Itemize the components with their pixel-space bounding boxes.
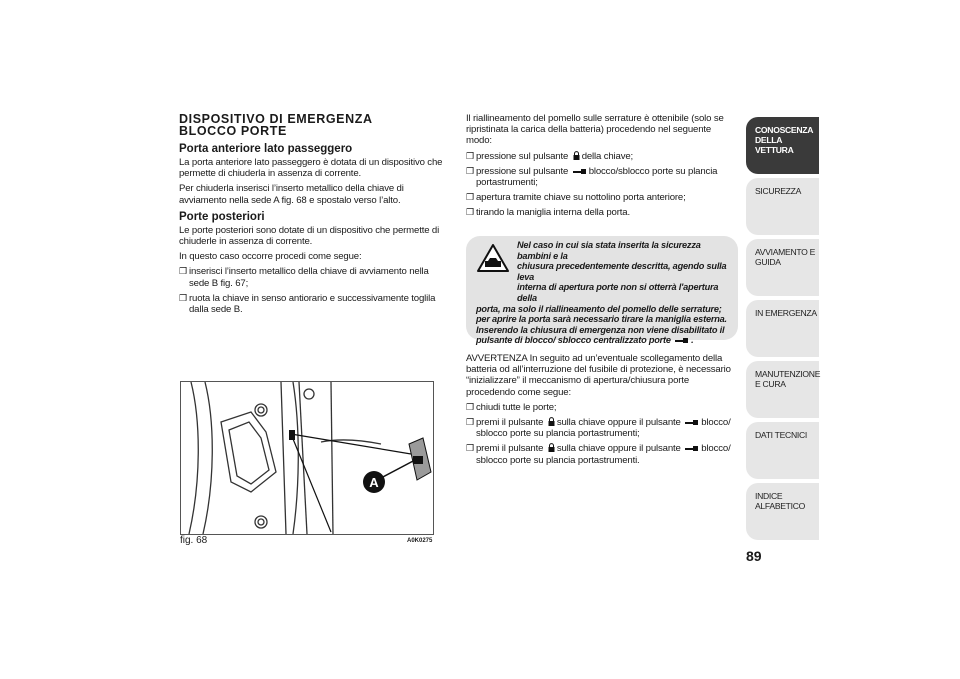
left-column [179,113,447,319]
figure-label-a: A [369,475,379,490]
door-illustration [181,382,433,534]
lock-icon [548,417,555,426]
figure-door-lock [180,381,434,535]
paragraph: Per chiuderla inserisci l’inserto metallico della chiave di avviamento nella sede A fig. 68 e spostalo verso l’alto. [179,183,404,206]
tab-indice[interactable]: INDICE ALFABETICO [746,483,819,540]
checkbox-bullet-icon: ❒ [466,192,474,203]
key-button-icon [675,337,689,344]
paragraph: Le porte posteriori sono dotate di un dispositivo che permette di chiuderle in assenza di corrente. [179,224,440,248]
checkbox-bullet-icon: ❒ [466,401,474,412]
bullet-item: ❒ inserisci l’inserto metallico della chiave di avviamento nella sede B fig. 67; [179,266,429,289]
subtitle-front-door: Porta anteriore lato passeggero [179,143,353,155]
bullet-item: ❒ chiudi tutte le porte; [466,401,557,413]
lock-icon [548,443,555,452]
bullet-item: ❒ premi il pulsante sulla chiave oppure il pulsante blocco/ sblocco porte su plancia portastrumenti. [466,443,731,466]
paragraph: In questo caso occorre procedi come segue: [179,251,362,263]
bullet-item: ❒ ruota la chiave in senso antiorario e successivamente toglila dalla sede B. [179,292,436,316]
key-button-icon [685,419,699,426]
bullet-item: ❒ premi il pulsante sulla chiave oppure il pulsante blocco/ sblocco porte su plancia portastrumenti; [466,417,731,440]
bullet-item: ❒ apertura tramite chiave su nottolino porta anteriore; [466,192,686,204]
right-column [466,113,734,223]
bullet-item: ❒ pressione sul pulsante blocco/sblocco porte su plancia portastrumenti; [466,165,718,189]
figure-caption: fig. 68 [180,535,208,546]
checkbox-bullet-icon: ❒ [466,443,474,454]
tab-avviamento[interactable]: AVVIAMENTO E GUIDA [746,239,819,296]
page-number: 89 [746,548,762,564]
tab-conoscenza[interactable]: CONOSCENZA DELLA VETTURA [746,117,819,174]
paragraph: AVVERTENZA In seguito ad un’eventuale scollegamento della batteria od all’interruzione del fusibile di protezione, è necessario “inizializzare” il meccanismo di apertura/chiusura porte procedendo come segue: [466,353,731,398]
tab-emergenza[interactable]: IN EMERGENZA [746,300,819,357]
chapter-sidebar [746,117,819,544]
checkbox-bullet-icon: ❒ [466,165,474,176]
checkbox-bullet-icon: ❒ [179,292,187,303]
tab-dati-tecnici[interactable]: DATI TECNICI [746,422,819,479]
checkbox-bullet-icon: ❒ [466,150,474,161]
paragraph: Il riallineamento del pomello sulle serrature è ottenibile (solo se ripristinata la carica della batteria) procedendo nel seguente modo: [466,113,724,147]
bullet-item: ❒ pressione sul pulsante della chiave; [466,150,634,162]
lock-icon [573,151,580,160]
paragraph: La porta anteriore lato passeggero è dotata di un dispositivo che permette di chiuderla in assenza di corrente. [179,157,443,180]
figure-code: A0K0275 [407,538,433,544]
key-button-icon [573,168,587,175]
checkbox-bullet-icon: ❒ [179,266,187,277]
subtitle-rear-doors: Porte posteriori [179,210,265,223]
bullet-item: ❒ tirando la maniglia interna della porta. [466,207,630,219]
avvertenza-section [466,353,738,470]
checkbox-bullet-icon: ❒ [466,417,474,428]
tab-sicurezza[interactable]: SICUREZZA [746,178,819,235]
section-title: DISPOSITIVO DI EMERGENZA BLOCCO PORTE [179,112,373,138]
key-button-icon [685,445,699,452]
checkbox-bullet-icon: ❒ [466,207,474,218]
warning-text: Nel caso in cui sia stata inserita la sicurezza bambini e la chiusura precedentemente descritta, agendo sulla leva interna di apertura porte non si otterrà l'apertura della porta, ma solo il riallineamento del pomello delle serrature; per aprire la porta sarà necessario tirare la maniglia esterna. Inserendo la chiusura di emergenza non viene disabilitato il pulsante di blocco/ sblocco centralizzato porte . [476,240,727,346]
tab-manutenzione[interactable]: MANUTENZIONE E CURA [746,361,819,418]
